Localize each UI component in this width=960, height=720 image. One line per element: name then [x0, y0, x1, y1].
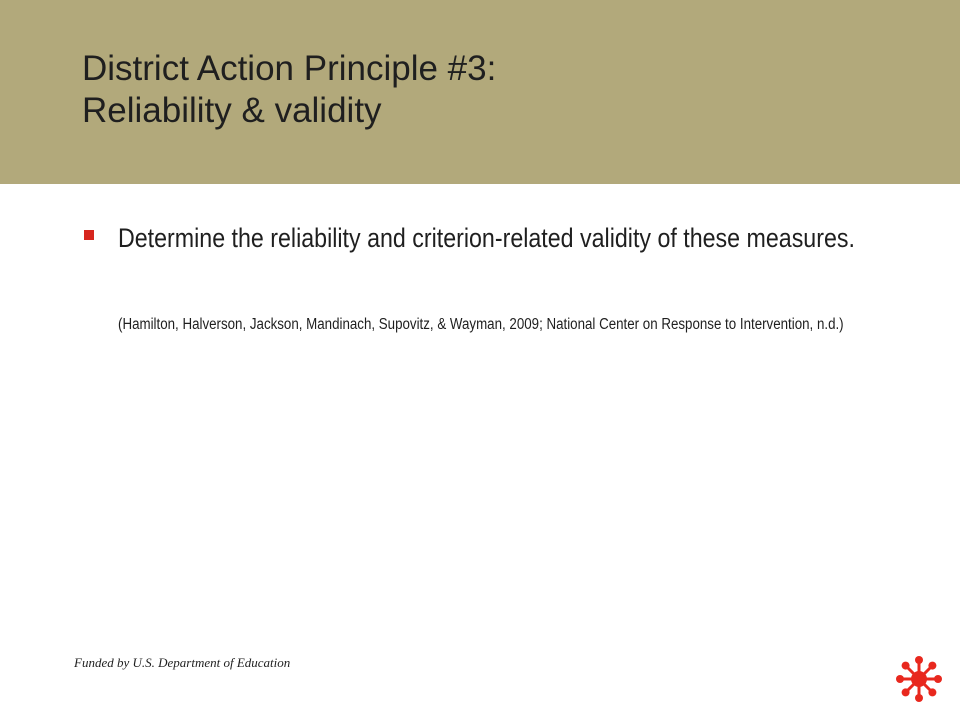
- bullet-text: Determine the reliability and criterion-related validity of these measures.: [118, 223, 855, 253]
- slide-title-line-1: District Action Principle #3:: [82, 49, 497, 88]
- citation-text: (Hamilton, Halverson, Jackson, Mandinach, Supovitz, & Wayman, 2009; National Center on Response to Intervention, n.d.): [118, 316, 844, 333]
- square-bullet-icon: [84, 230, 94, 240]
- bullet-item: [84, 218, 874, 258]
- slide-title-line-2: Reliability & validity: [82, 91, 382, 130]
- funding-footer: Funded by U.S. Department of Education: [74, 655, 291, 670]
- slide-title: [82, 48, 496, 132]
- burst-logo-icon: [894, 654, 944, 704]
